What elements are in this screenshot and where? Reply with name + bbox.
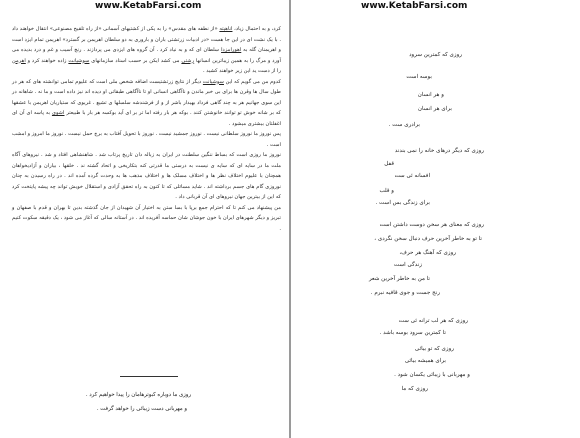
text-run: دیگر از نتایج زرتشتیست اضافه شخص ملی است که علیوم تمامی توانشته های که هر در طول سال ها وقرن ها برای بی خبر ماندن و ناآگاهی انسانی او تا ناآگاهی طبقاتی او دیده اند نیز داده است و ما نه . شاهانه در این سوی جهانیم هر به چند گاهی فرداد بهیدار باشر از و از فرشندشه سلسلها ی تشیع . غریوی که ستیاریان اهریمن با عشقها که بر شانه خوش تو توانند خانوشتن کنند . بوکه هر بار رفته اما تر بر ای آید بوکسه هر بار با طبیعتر <box>12 78 281 116</box>
verse-line: روزی که هر لب ترانه ئی ست <box>398 318 468 324</box>
verse-line: روزی که دیگر درهای خانه را نمی بندند <box>394 148 484 154</box>
verse-line: تا من به خاطر آخرین شعر <box>368 276 430 282</box>
verse-line: برای زندگی بس است . <box>375 200 430 206</box>
prose-body <box>12 24 281 234</box>
coda-line-1: روزی ما دوباره کبوترهامان را پیدا خواهیم کرد . <box>85 392 191 398</box>
verse-line: روزی که کمترین سرود <box>409 52 462 58</box>
underlined-phrase: اهورامزدا <box>221 47 242 53</box>
paragraph <box>12 150 281 203</box>
verse-line: روزی که تو بیائی <box>414 346 454 352</box>
paragraph <box>12 24 281 77</box>
underlined-phrase: سوشیانت <box>68 57 90 64</box>
underlined-phrase: سوشیانت <box>202 78 224 85</box>
verse-line: و مهربانی با زیبائی یکسان شود . <box>394 372 470 378</box>
verse-line: روزی که معنای هر سخن دوست داشتن است <box>379 222 484 228</box>
text-run: من پیشنهاد می کنم تا که احترام جمع برپا با بسا ستن به اختیار آن شهیدان از جان گذشته بدین تا بهران و قدم با صفهان و تبریز و دیگر شهرهای ایران با خون جوشان شان حماسه آفریده اند . در آستانه سالی که آغاز می شود ، یک دقیقه سکوت کنیم . <box>12 204 281 232</box>
paragraph <box>12 203 281 235</box>
text-run: می کشد ایکن بر حسب اسناد سازمانهای <box>89 57 182 64</box>
text-run: به پاسه ای آن ای اغفلتان بیشتری میشود . <box>12 110 281 127</box>
page-header: www.KetabFarsi.com <box>361 1 468 11</box>
underlined-phrase: اشوی <box>51 110 65 116</box>
underlined-phrase: اناهیته <box>219 26 233 32</box>
verse-line: تا تو به خاطر آخرین حرف دنبال سخن نگردی ، <box>374 236 482 242</box>
right-page <box>291 0 580 438</box>
verse-line: و هر انسان <box>417 92 444 98</box>
verse-line: و قلب <box>379 188 394 194</box>
text-run: «از نطفه های مقدس» را به یکی از کشتیهای آسمانی «از راه تلقیح مصنوعی» انتقال خواهند داد . با یک نشت ای در این جا هست «در ادبیات زرتشتی باران و باروری به دو سلطان اهریمن بر گسترد» اهریمن تمام ایزد است و اهریمنان گله به <box>12 26 281 53</box>
verse-line: قفل <box>384 161 394 167</box>
verse-line: افسانه ئی ست <box>394 173 430 179</box>
text-run: نوروز ما روزی است که بساط ننگین سلطنت در ایران به زباله دان تاریخ پرتاب شد . شاهنشاهی افتاد و شد . نیروهای آگاه ملت ما در سایه ای که سایه ی نیست به درستی ما قدرتی کنه بتکاریخی و اتحاد گشته ند . خلقها ، بیاران و آزادیخواهان همچنان با علیوم اختلاف نظر ها و اختلاف مسلک ها و اختلاف مذهب ها به وحدت گرده آمده اند . در راه رسیدن به چنان نوروزی گام های جسم برداشته اند . شاید مسائلی که تا کنون به راه تحقق آزادی و استقلال خویش تواند چه پیشه پایتخت کرد که این از بیترین جهان نیروهای ای آن قربانی داد . <box>12 152 281 200</box>
verse-line: بوسه است <box>406 74 432 80</box>
text-run: زاده خواهند کرد و <box>25 57 69 64</box>
verse-line: روزی که آهنگ هر حرف، <box>399 250 456 256</box>
verse-line: برای همیشه بیائی <box>404 358 446 364</box>
verse-line: تا کمترین سرود بوسه باشد . <box>379 330 446 336</box>
paragraph <box>12 77 281 130</box>
verse-line: روزی که ما <box>401 386 428 392</box>
underlined-phrase: اهرمن <box>12 57 26 64</box>
verse-line: برادری ست . <box>388 122 420 128</box>
left-page <box>0 0 289 438</box>
underlined-phrase: رشتی <box>181 57 195 64</box>
paragraph <box>12 129 281 150</box>
section-divider <box>120 376 178 377</box>
verse-line: رنج جست و جوی قافیه نبرم . <box>370 290 440 296</box>
text-run: کرد، و به احتمال زیاد، <box>232 26 281 32</box>
page-header: www.KetabFarsi.com <box>95 1 202 11</box>
text-run: را از دست ید این زیر خواهند کشید . <box>202 68 281 74</box>
text-run: کدوم من می گویم که این <box>223 78 281 85</box>
coda-line-2: و مهربانی دست زیبائی را خواهد گرفت . <box>96 406 187 412</box>
text-run: پس نوروز ما نوروز سلطانی نیست . نوروز جمشید نیست . نوروز با تحویل آفتاب به برج حمل نیست . نوروز ما امروز و امشب است . <box>12 131 281 148</box>
verse-line: زندگی است <box>393 262 422 268</box>
text-run: سلطان ای که و به نیاد کرد . آن گروه های ایزدی می پردازند . رنج آسیب و غم و درد بدیده می آورد و مرگ را به همین زیباترین انسانها <box>12 47 281 64</box>
verse-line: برای هر انسان <box>417 106 452 112</box>
